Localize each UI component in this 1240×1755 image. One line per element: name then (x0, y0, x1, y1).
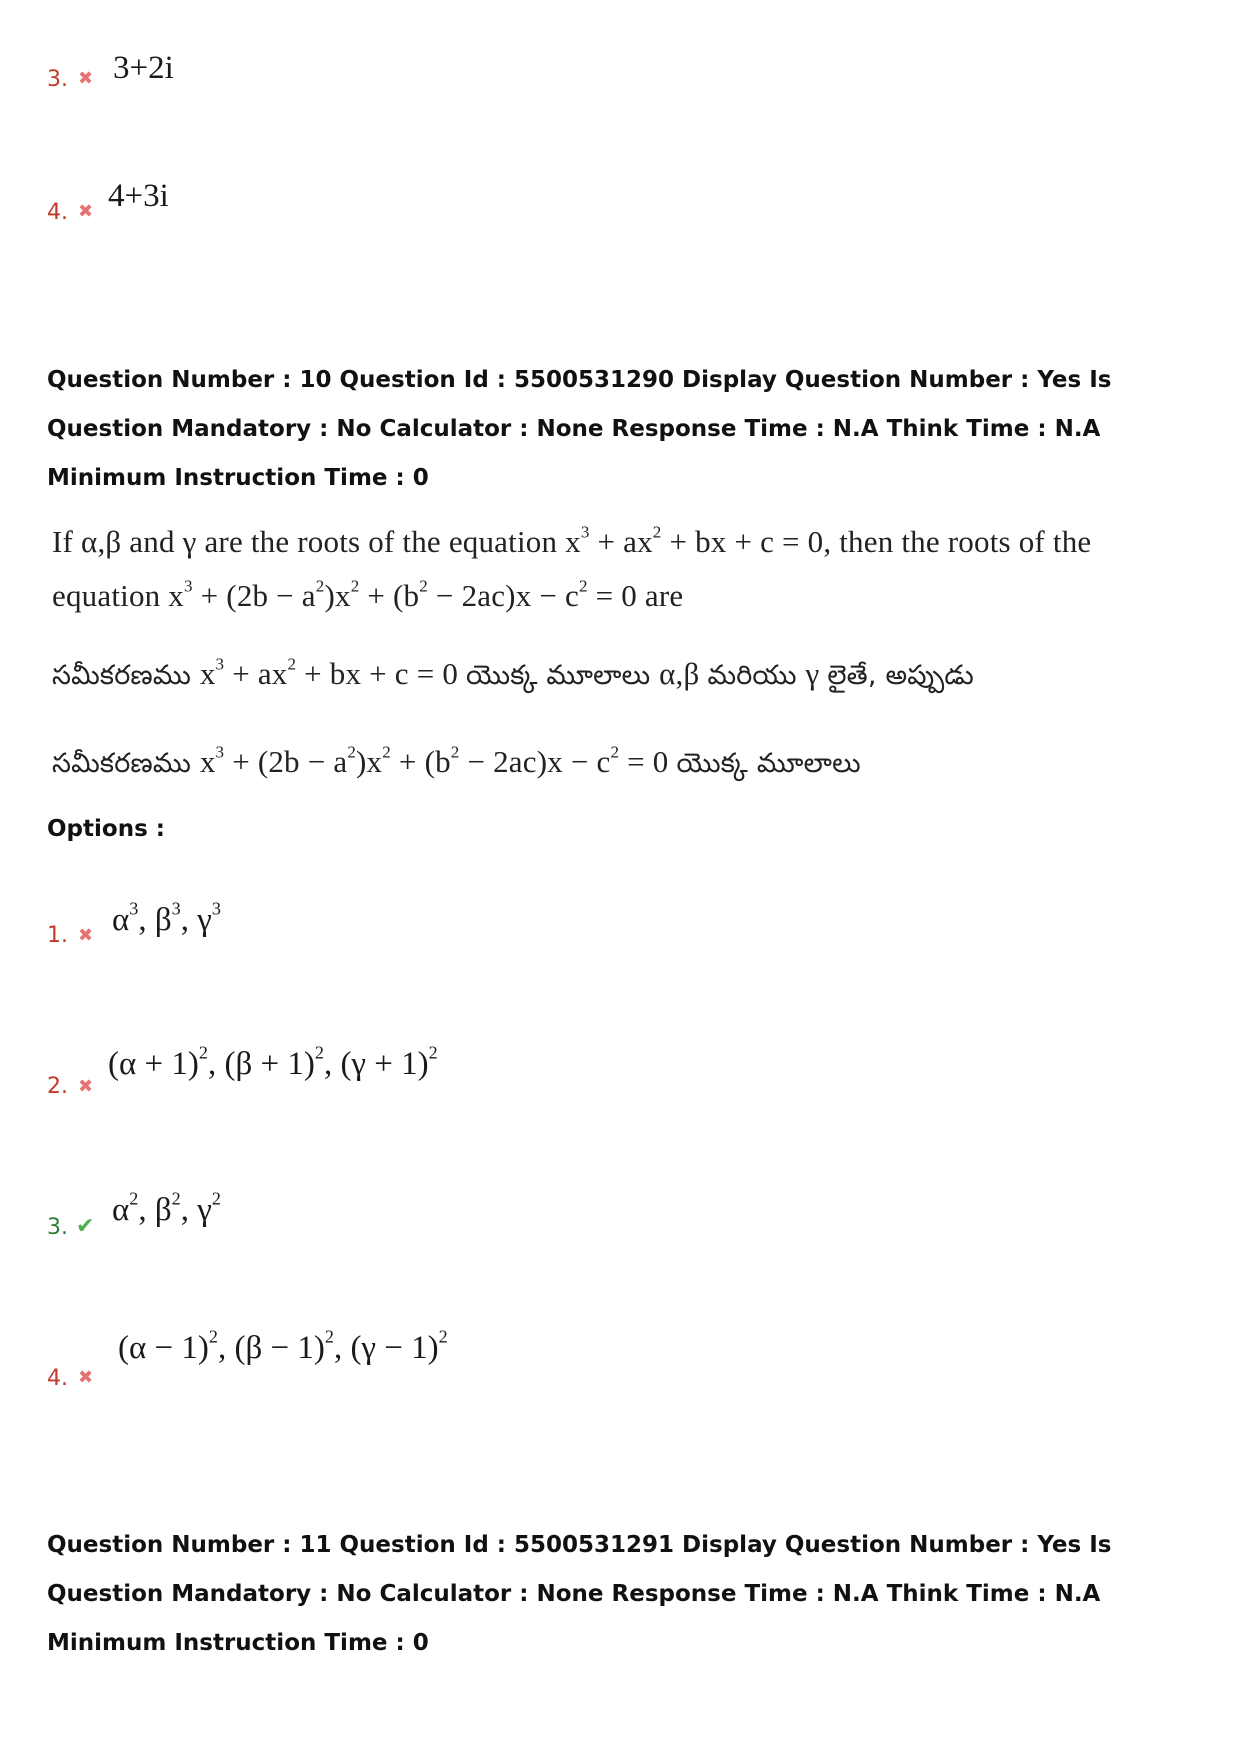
question-text-en-line1: If α,β and γ are the roots of the equation $x^3 + ax^2$ + bx + c = 0, then the roots of the (52, 522, 1092, 559)
cross-icon: ✖ (78, 925, 94, 946)
question-11-meta: Question Number : 11 Question Id : 5500531291 Display Question Number : Yes Is Question Mandatory : No Calculator : None Response Time : N.A Think Time : N.A Minimum Instruction Time : 0 (47, 1532, 1112, 1656)
option-text: $\alpha^3$, $\beta^3$, $\gamma^3$ (112, 898, 221, 938)
option-number: 2. (47, 1074, 68, 1099)
option-text: $(\alpha + 1)^2$, $(\beta + 1)^2$, $(\gamma + 1)^2$ (108, 1042, 438, 1082)
option-text: $\alpha^2$, $\beta^2$, $\gamma^2$ (112, 1188, 221, 1228)
option-number: 3. (47, 1215, 68, 1240)
check-icon: ✔ (76, 1214, 95, 1239)
option-number: 1. (47, 923, 68, 948)
cross-icon: ✖ (78, 1076, 94, 1097)
question-10-meta: Question Number : 10 Question Id : 5500531290 Display Question Number : Yes Is Question Mandatory : No Calculator : None Response Time : N.A Think Time : N.A Minimum Instruction Time : 0 (47, 367, 1112, 491)
options-label: Options : (47, 816, 165, 842)
cross-icon: ✖ (78, 68, 94, 89)
option-text: 4+3i (108, 178, 169, 214)
question-text-en-line2: equation $x^3 + (2b - a^2)x^2 + (b^2 - 2ac)x - c^2 = 0$ are (52, 576, 684, 613)
option-number: 4. (47, 1366, 68, 1391)
cross-icon: ✖ (78, 201, 94, 222)
question-text-te-line1: సమీకరణము $x^3 + ax^2$ + bx + c = 0 యొక్క మూలాలు α,β మరియు γ లైతే, అప్పుడు (52, 654, 974, 691)
cross-icon: ✖ (78, 1367, 94, 1388)
option-number: 3. (47, 67, 68, 92)
option-number: 4. (47, 200, 68, 225)
question-text-te-line2: సమీకరణము $x^3 + (2b - a^2)x^2 + (b^2 - 2ac)x - c^2 = 0$ యొక్క మూలాలు (52, 742, 861, 779)
option-text: $(\alpha - 1)^2$, $(\beta - 1)^2$, $(\gamma - 1)^2$ (118, 1326, 448, 1366)
option-text: 3+2i (113, 50, 174, 86)
